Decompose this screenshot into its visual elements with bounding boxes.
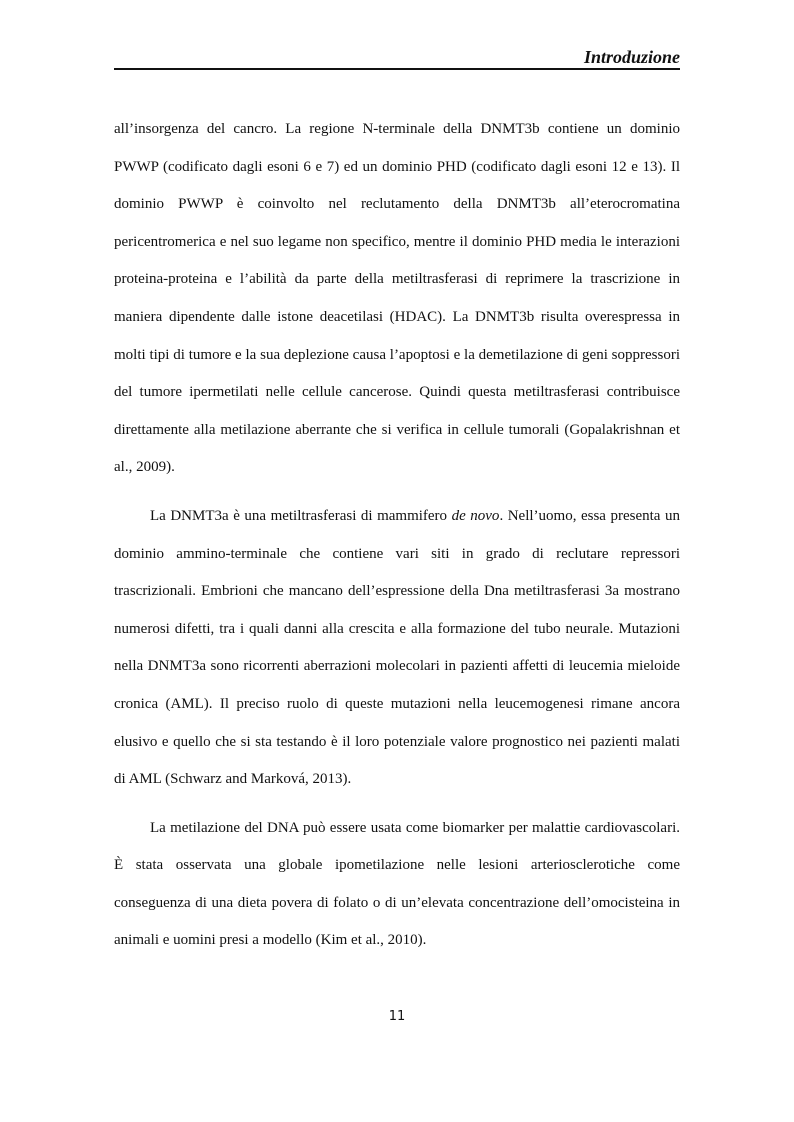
page-number: 11 bbox=[388, 1009, 406, 1024]
paragraph-dnmt3a-italic: de novo bbox=[451, 507, 500, 524]
running-header bbox=[114, 46, 680, 70]
page-body bbox=[114, 111, 680, 960]
header-title: Introduzione bbox=[583, 47, 680, 67]
paragraph-dnmt3b: all’insorgenza del cancro. La regione N-terminale della DNMT3b contiene un dominio PWWP (codificato dagli esoni 6 e 7) ed un dominio PHD (codificato dagli esoni 12 e 13). Il dominio PWWP è coinvolto nel reclutamento della DNMT3b all’eterocromatina pericentromerica e nel suo legame non specifico, mentre il dominio PHD media le interazioni proteina-proteina e l’abilità da parte della metiltrasferasi di reprimere la trascrizione in maniera dipendente dalle istone deacetilasi (HDAC). La DNMT3b risulta overespressa in molti tipi di tumore e la sua deplezione causa l’apoptosi e la demetilazione di geni soppressori del tumore ipermetilati nelle cellule cancerose. Quindi questa metiltrasferasi contribuisce direttamente alla metilazione aberrante che si verifica in cellule tumorali (Gopalakrishnan et al., 2009). bbox=[114, 121, 680, 476]
paragraph-cardiovascular: La metilazione del DNA può essere usata come biomarker per malattie cardiovascolari. È stata osservata una globale ipometilazione nelle lesioni arteriosclerotiche come conseguenza di una dieta povera di folato o di un’elevata concentrazione dell’omocisteina in animali e uomini presi a modello (Kim et al., 2010). bbox=[114, 819, 680, 949]
paragraph-dnmt3a-text-before: La DNMT3a è una metiltrasferasi di mammifero bbox=[150, 507, 452, 524]
paragraph-dnmt3a-text-after: . Nell’uomo, essa presenta un dominio ammino-terminale che contiene vari siti in grado di reclutare repressori trascrizionali. Embrioni che mancano dell’espressione della Dna metiltrasferasi 3a mostrano numerosi difetti, tra i quali danni alla crescita e alla formazione del tubo neurale. Mutazioni nella DNMT3a sono ricorrenti aberrazioni molecolari in pazienti affetti di leucemia mieloide cronica (AML). Il preciso ruolo di queste mutazioni nella leucemogenesi rimane ancora elusivo e quello che si sta testando è il loro potenziale valore prognostico nei pazienti malati di AML (Schwarz and Marková, 2013). bbox=[114, 507, 680, 788]
paragraph-dnmt3a bbox=[114, 498, 680, 799]
